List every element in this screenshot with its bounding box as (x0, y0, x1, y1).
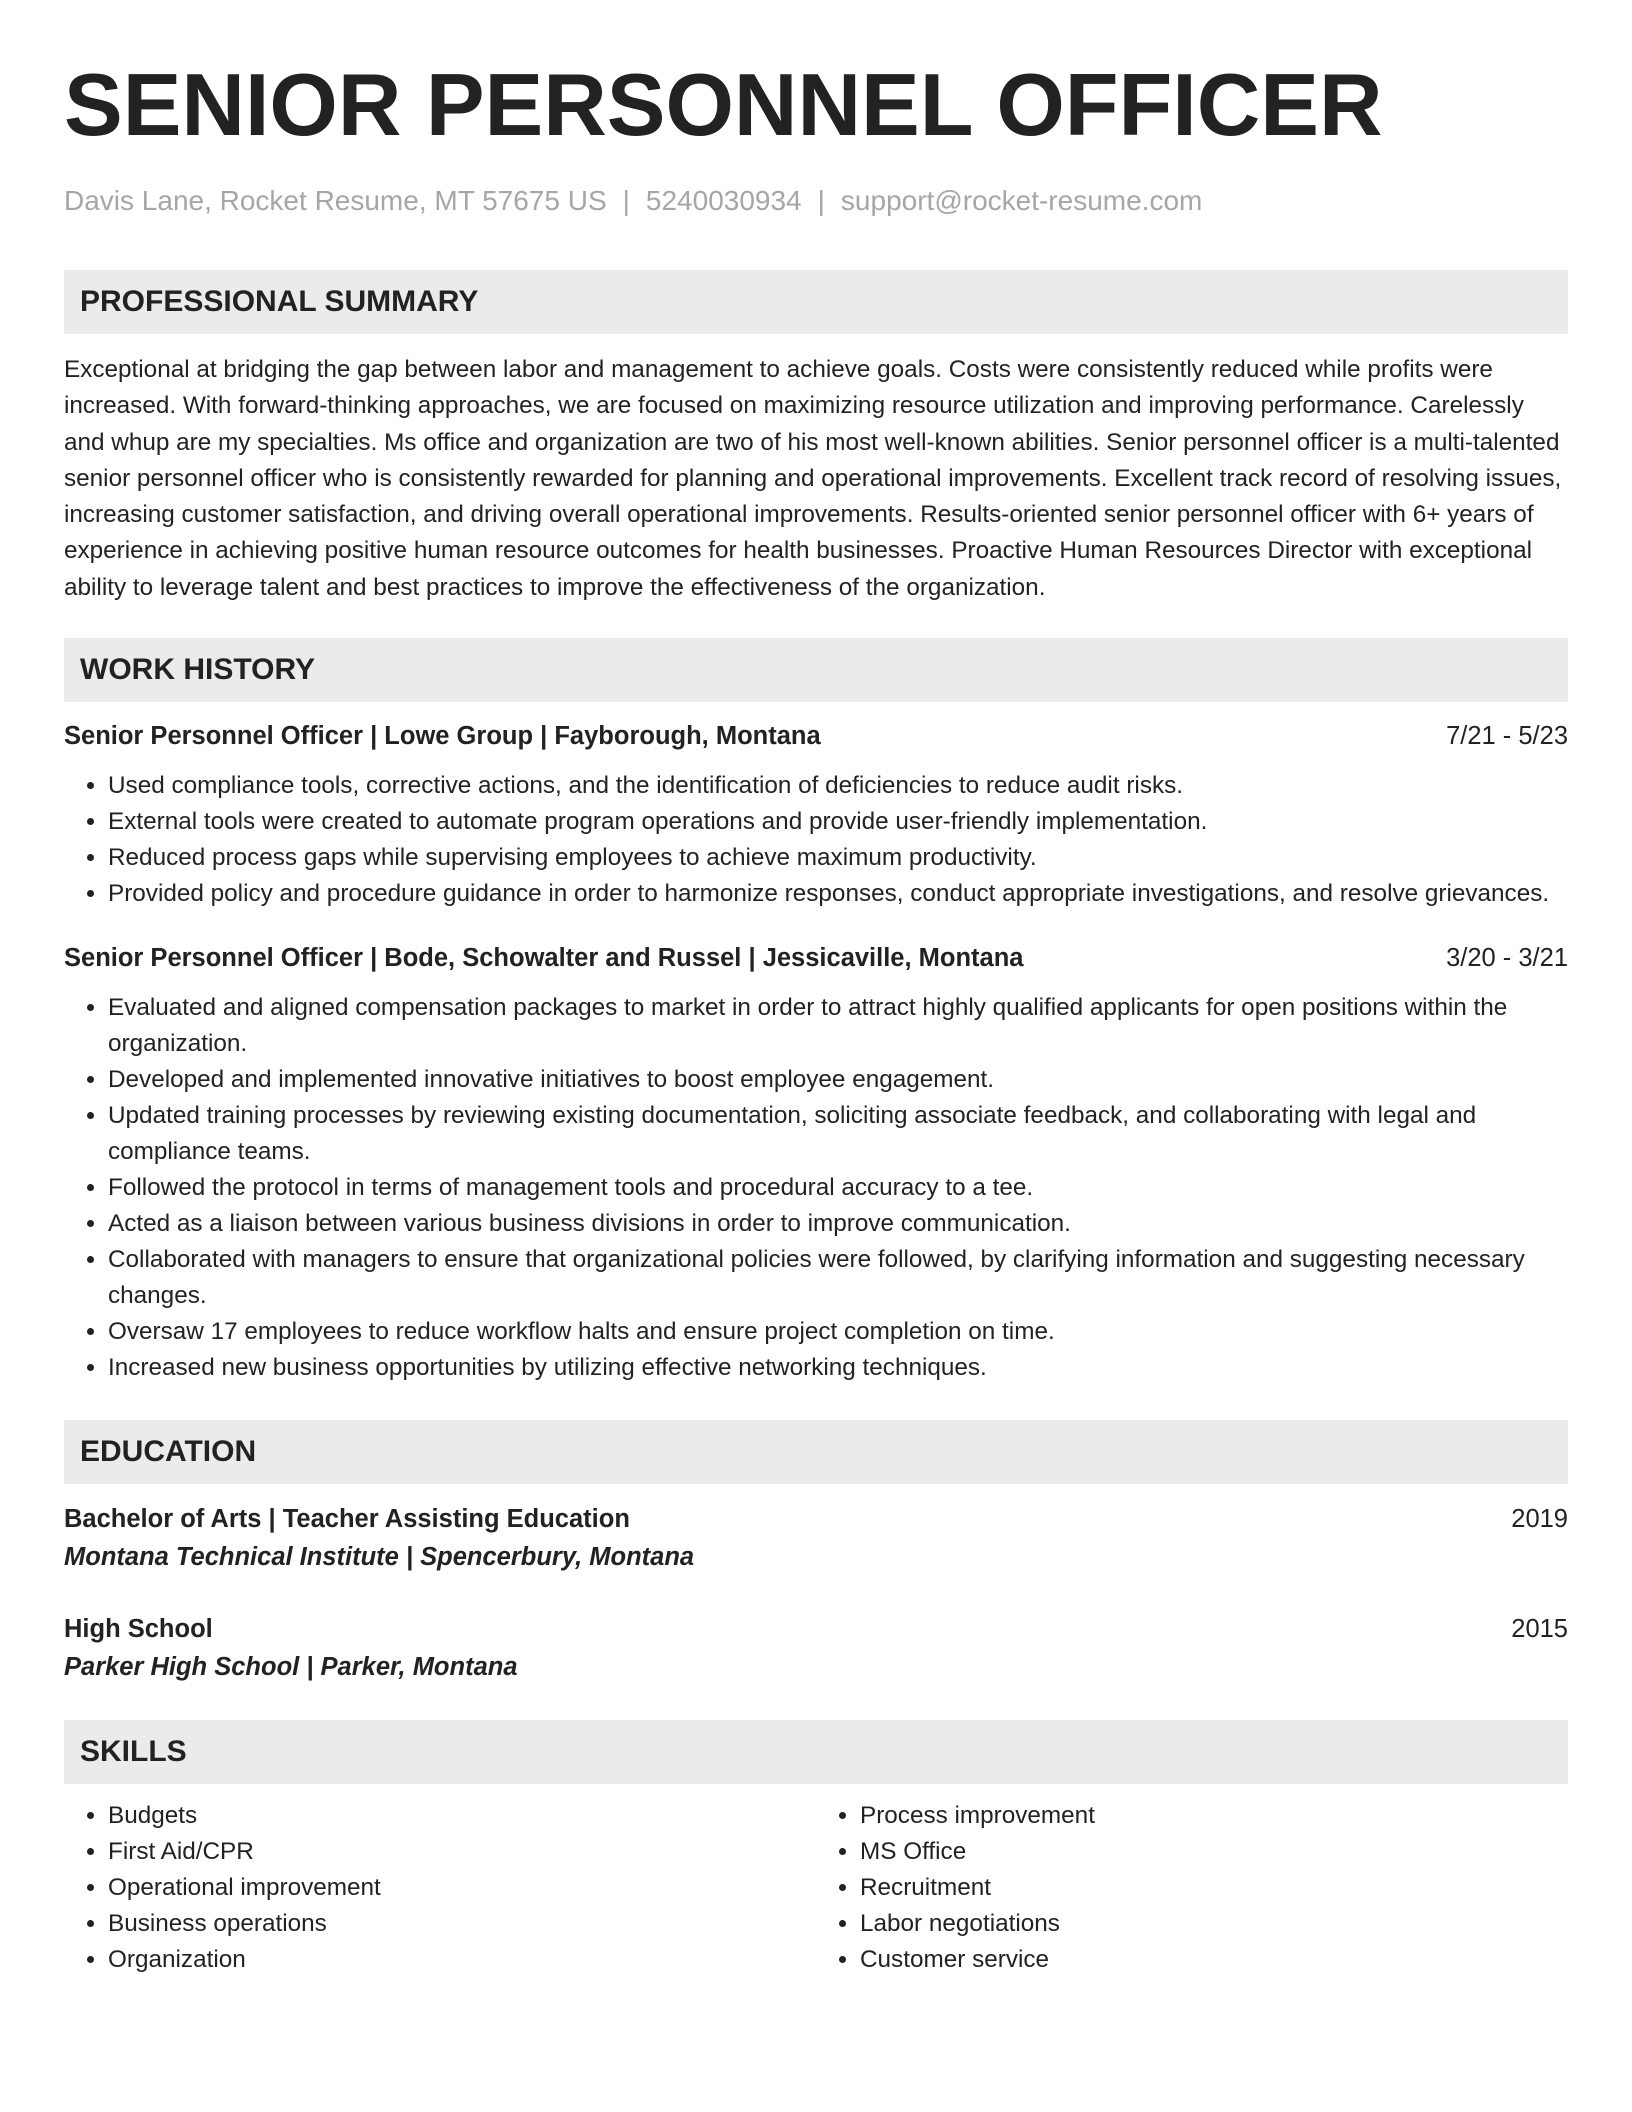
education-heading (64, 1610, 1568, 1648)
education-school: Parker High School | Parker, Montana (64, 1653, 518, 1682)
education-year: 2015 (1511, 1615, 1568, 1644)
list-item: • Used compliance tools, corrective actions, and the identification of deficiencies to reduce audit risks. (108, 768, 1568, 804)
job-heading (64, 718, 1568, 754)
education-year: 2019 (1511, 1505, 1568, 1534)
list-item: • Increased new business opportunities by utilizing effective networking techniques. (108, 1350, 1568, 1386)
job-title: Senior Personnel Officer | Lowe Group | Fayborough, Montana (64, 722, 821, 751)
list-item: • Followed the protocol in terms of management tools and procedural accuracy to a tee. (108, 1170, 1568, 1206)
job-dates: 3/20 - 3/21 (1446, 944, 1568, 973)
job-heading (64, 940, 1568, 976)
skill-item: • Operational improvement (108, 1870, 816, 1906)
job-bullet-list (64, 990, 1568, 1386)
contact-address: Davis Lane, Rocket Resume, MT 57675 US (64, 185, 607, 216)
skill-item: • Budgets (108, 1798, 816, 1834)
list-item: • Collaborated with managers to ensure that organizational policies were followed, by clarifying information and suggesting necessary changes. (108, 1242, 1568, 1314)
skill-item: • Recruitment (860, 1870, 1568, 1906)
contact-phone: 5240030934 (645, 185, 802, 216)
section-header-work-history: WORK HISTORY (64, 638, 1568, 702)
skill-item: • Labor negotiations (860, 1906, 1568, 1942)
contact-separator: | (622, 185, 630, 216)
list-item: • Reduced process gaps while supervising employees to achieve maximum productivity. (108, 840, 1568, 876)
skills-list-left (64, 1798, 816, 1978)
list-item: • Developed and implemented innovative initiatives to boost employee engagement. (108, 1062, 1568, 1098)
section-header-skills: SKILLS (64, 1720, 1568, 1784)
skills-list-right (816, 1798, 1568, 1978)
summary-text: Exceptional at bridging the gap between labor and management to achieve goals. Costs were consistently reduced while profits were increased. With forward-thinking approaches, we are focused on maximizing resource utilization and improving performance. Carelessly and whup are my specialties. Ms office and organization are two of his most well-known abilities. Senior personnel officer is a multi-talented senior personnel officer who is consistently rewarded for planning and operational improvements. Excellent track record of resolving issues, increasing customer satisfaction, and driving overall operational improvements. Results-oriented senior personnel officer with 6+ years of experience in achieving positive human resource outcomes for health businesses. Proactive Human Resources Director with exceptional ability to leverage talent and best practices to improve the effectiveness of the organization. (64, 356, 1562, 601)
skill-item: • Process improvement (860, 1798, 1568, 1834)
skill-item: • Business operations (108, 1906, 816, 1942)
education-school: Montana Technical Institute | Spencerbury, Montana (64, 1543, 695, 1572)
list-item: • Updated training processes by reviewing existing documentation, soliciting associate feedback, and collaborating with legal and compliance teams. (108, 1098, 1568, 1170)
contact-email: support@rocket-resume.com (840, 185, 1203, 216)
skill-item: • Customer service (860, 1942, 1568, 1978)
list-item: • Provided policy and procedure guidance in order to harmonize responses, conduct appropriate investigations, and resolve grievances. (108, 876, 1568, 912)
skill-item: • First Aid/CPR (108, 1834, 816, 1870)
job-dates: 7/21 - 5/23 (1446, 722, 1568, 751)
education-heading (64, 1500, 1568, 1538)
section-header-education: EDUCATION (64, 1420, 1568, 1484)
candidate-name: SENIOR PERSONNEL OFFICER (64, 55, 1383, 154)
list-item: • External tools were created to automate program operations and provide user-friendly implementation. (108, 804, 1568, 840)
contact-separator: | (817, 185, 825, 216)
section-header-summary: PROFESSIONAL SUMMARY (64, 270, 1568, 334)
job-bullet-list (64, 768, 1568, 912)
contact-line (64, 184, 1568, 218)
list-item: • Acted as a liaison between various business divisions in order to improve communication. (108, 1206, 1568, 1242)
education-degree: Bachelor of Arts | Teacher Assisting Education (64, 1505, 630, 1534)
list-item: • Evaluated and aligned compensation packages to market in order to attract highly qualified applicants for open positions within the organization. (108, 990, 1568, 1062)
job-title: Senior Personnel Officer | Bode, Schowalter and Russel | Jessicaville, Montana (64, 944, 1024, 973)
skills-columns (64, 1798, 1568, 1978)
education-degree: High School (64, 1615, 213, 1644)
list-item: • Oversaw 17 employees to reduce workflow halts and ensure project completion on time. (108, 1314, 1568, 1350)
skill-item: • MS Office (860, 1834, 1568, 1870)
skill-item: • Organization (108, 1942, 816, 1978)
